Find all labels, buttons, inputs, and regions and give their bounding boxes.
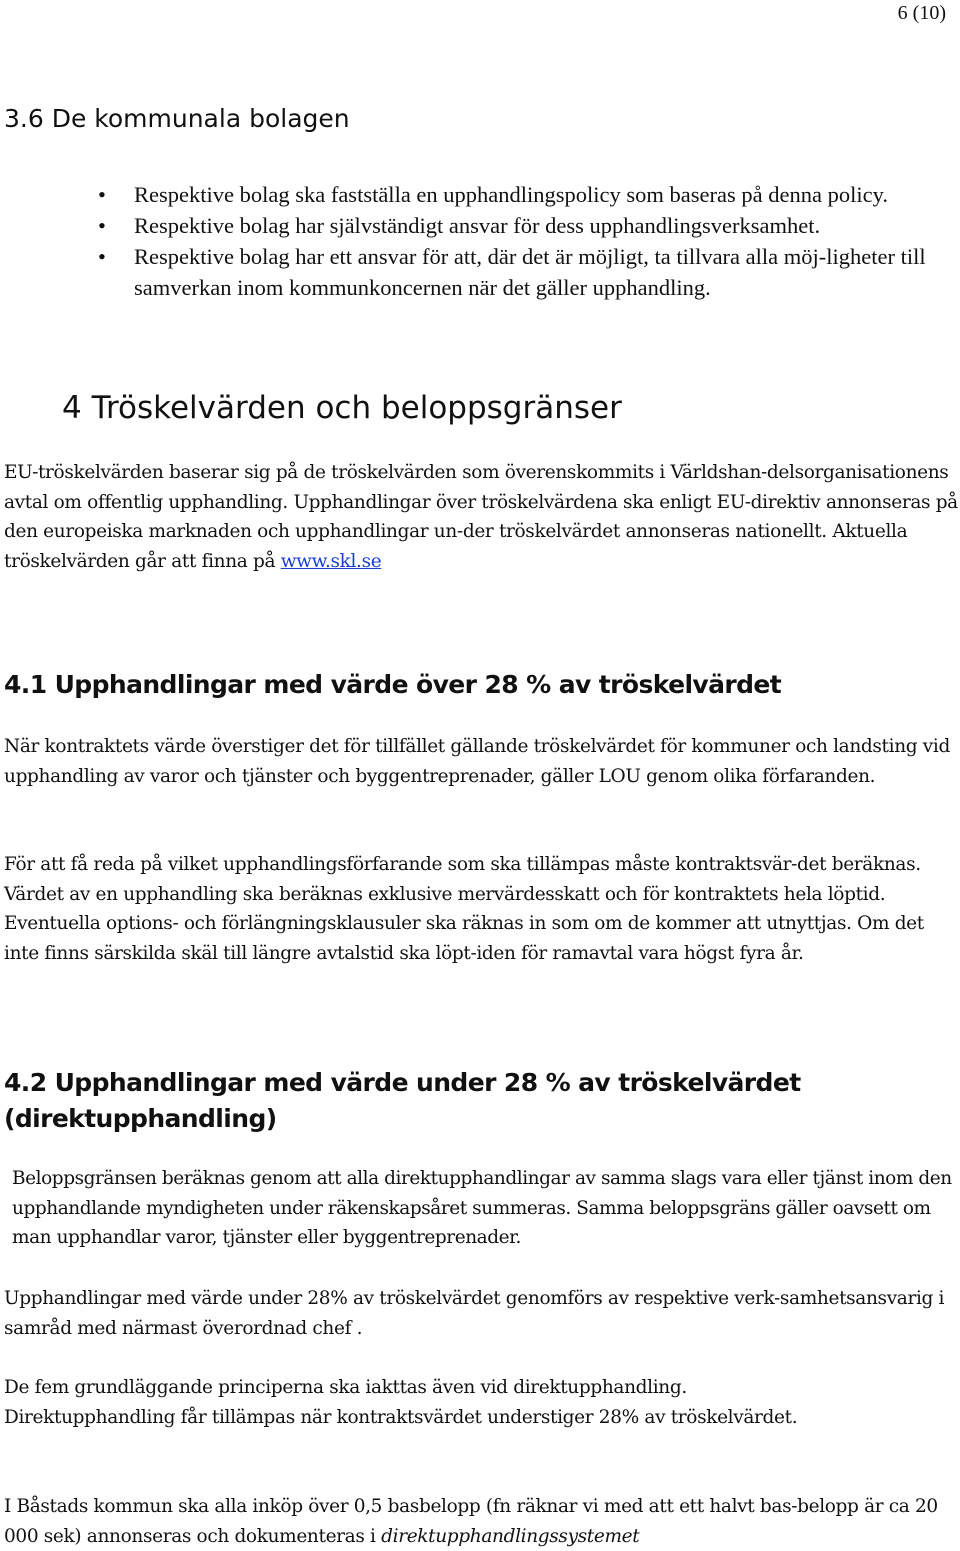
list-item xyxy=(0,241,960,303)
skl-link[interactable]: www.skl.se xyxy=(280,550,382,572)
bullet-text: Respektive bolag har självständigt ansvar för dess upphandlingsverksamhet. xyxy=(134,213,821,238)
section-heading-3-6: 3.6 De kommunala bolagen xyxy=(4,104,350,133)
bullet-icon: • xyxy=(98,182,106,207)
section-4-1-paragraph-1: När kontraktets värde överstiger det för tillfället gällande tröskelvärdet för kommuner och landsting vid upphandling av varor och tjänster och byggentreprenader, gäller LOU genom olika förfaranden. xyxy=(4,736,950,787)
list-item xyxy=(0,210,960,241)
section-4-paragraph xyxy=(4,458,959,576)
paragraph-text: I Båstads kommun ska alla inköp över 0,5 basbelopp (fn räknar vi med att ett halvt bas-belopp är ca 20 000 sek) annonseras och dokumenteras i xyxy=(4,1496,938,1547)
section-heading-4-2: 4.2 Upphandlingar med värde under 28 % av tröskelvärdet (direktupphandling) xyxy=(4,1068,801,1133)
bullet-text: Respektive bolag har ett ansvar för att, där det är möjligt, ta tillvara alla möj-ligheter till samverkan inom kommunkoncernen när det gäller upphandling. xyxy=(134,244,926,300)
section-heading-4-1: 4.1 Upphandlingar med värde över 28 % av tröskelvärdet xyxy=(4,670,782,699)
section-4-2-paragraph-2: Upphandlingar med värde under 28% av tröskelvärdet genomförs av respektive verk-samhetsansvarig i samråd med närmast överordnad chef . xyxy=(4,1288,945,1339)
page-number: 6 (10) xyxy=(897,2,946,24)
section-heading-4: 4 Tröskelvärden och beloppsgränser xyxy=(62,390,622,426)
paragraph-line: De fem grundläggande principerna ska iakttas även vid direktupphandling. xyxy=(4,1377,687,1398)
paragraph-text: EU-tröskelvärden baserar sig på de tröskelvärden som överenskommits i Världshan-delsorganisationens avtal om offentlig upphandling. Upphandlingar över tröskelvärdena ska enligt EU-direktiv annonseras på den europeiska marknaden och upphandlingar un-der tröskelvärdet annonseras nationellt. Aktuella tröskelvärden går att finna på xyxy=(4,462,958,572)
section-4-2-paragraph-4 xyxy=(4,1492,959,1551)
bullet-text: Respektive bolag ska fastställa en upphandlingspolicy som baseras på denna policy. xyxy=(134,182,888,207)
list-item xyxy=(0,179,960,210)
bullet-icon: • xyxy=(98,244,106,269)
paragraph-line: Direktupphandling får tillämpas när kontraktsvärdet understiger 28% av tröskelvärdet. xyxy=(4,1406,798,1428)
bullet-icon: • xyxy=(98,213,106,238)
section-4-2-paragraph-1: Beloppsgränsen beräknas genom att alla direktupphandlingar av samma slags vara eller tjänst inom den upphandlande myndigheten under räkenskapsåret summeras. Samma beloppsgräns gäller oavsett om man upphandlar varor, tjänster eller byggentreprenader. xyxy=(12,1168,952,1248)
section-4-1-paragraph-2: För att få reda på vilket upphandlingsförfarande som ska tillämpas måste kontraktsvär-det beräknas. Värdet av en upphandling ska beräknas exklusive mervärdesskatt och för kontraktets hela löptid. Eventuella options- och förlängningsklausuler ska räknas in som om de kommer att utnyttjas. Om det inte finns särskilda skäl till längre avtalstid ska löpt-iden för ramavtal vara högst fyra år. xyxy=(4,854,924,964)
italic-term: direktupphandlingssystemet xyxy=(381,1525,640,1547)
section-4-2-paragraph-3 xyxy=(4,1373,959,1432)
bullet-list xyxy=(0,179,960,303)
